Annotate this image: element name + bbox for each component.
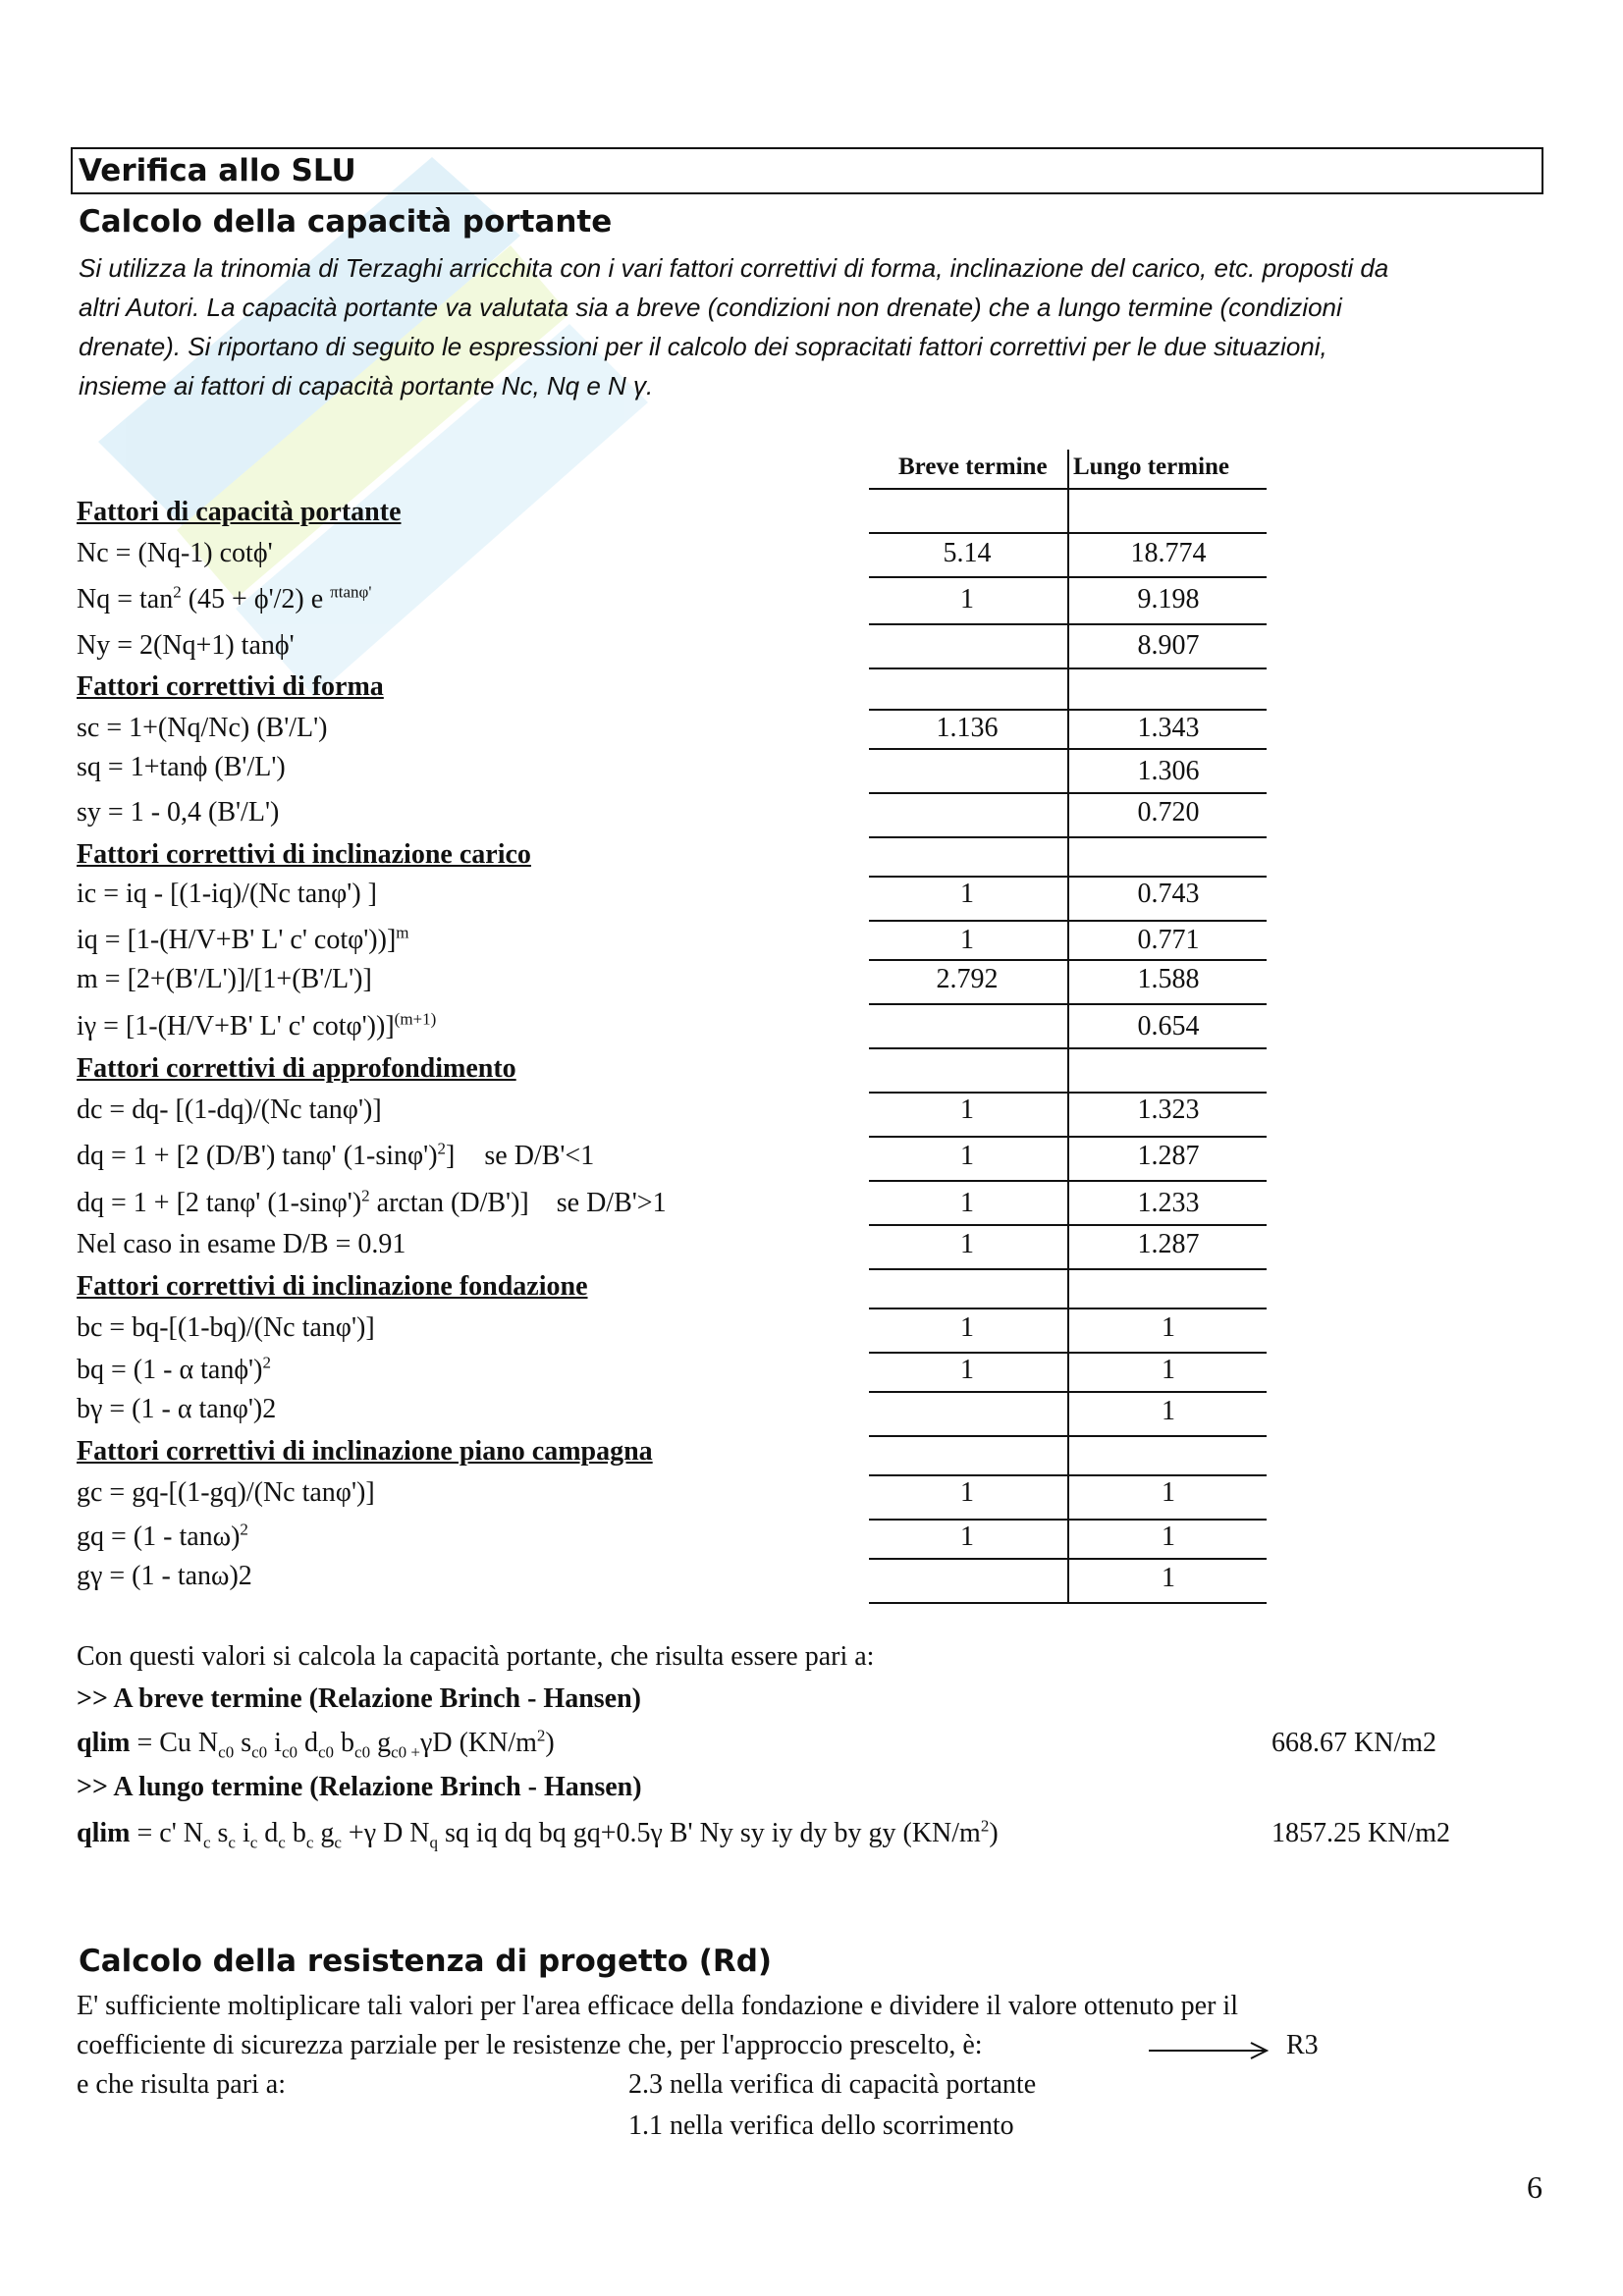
- breve-heading: >> A breve termine (Relazione Brinch - Hansen): [77, 1683, 641, 1714]
- row-value-bq-breve: 1: [960, 1355, 974, 1385]
- table-line: [869, 1519, 1267, 1521]
- row-value-nc-breve: 5.14: [943, 538, 992, 568]
- header-divider: [1067, 450, 1069, 491]
- table-line: [869, 876, 1267, 878]
- row-value-gc-lungo: 1: [1162, 1477, 1175, 1508]
- row-label-m: m = [2+(B'/L')]/[1+(B'/L')]: [77, 964, 372, 994]
- row-value-bc-lungo: 1: [1162, 1312, 1175, 1343]
- row-label-sq: sq = 1+tanϕ (B'/L'): [77, 752, 286, 782]
- row-label-bgamma: bγ = (1 - α tanφ')2: [77, 1394, 277, 1424]
- table-line: [869, 1352, 1267, 1354]
- table-line: [869, 1268, 1267, 1270]
- intro-line-4: insieme ai fattori di capacità portante Nc, Nq e N γ.: [79, 371, 654, 400]
- row-value-ic-breve: 1: [960, 879, 974, 909]
- row-value-dc-breve: 1: [960, 1095, 974, 1125]
- table-line: [869, 1003, 1267, 1005]
- row-value-ic-lungo: 0.743: [1137, 879, 1200, 909]
- row-label-bc: bc = bq-[(1-bq)/(Nc tanφ')]: [77, 1312, 375, 1343]
- row-value-gq-lungo: 1: [1162, 1522, 1175, 1552]
- row-value-bc-breve: 1: [960, 1312, 974, 1343]
- table-line: [869, 1602, 1267, 1604]
- row-value-m-breve: 2.792: [936, 964, 999, 994]
- intro-line-1: Si utilizza la trinomia di Terzaghi arricchita con i vari fattori correttivi di forma, inclinazione del carico, etc. proposti da: [79, 253, 1389, 283]
- row-label-gc: gc = gq-[(1-gq)/(Nc tanφ')]: [77, 1477, 375, 1508]
- rd-line-3: e che risulta pari a:: [77, 2069, 287, 2100]
- section-heading-piano-campagna: Fattori correttivi di inclinazione piano campagna: [77, 1436, 653, 1467]
- row-value-m-lungo: 1.588: [1137, 964, 1200, 994]
- table-line: [869, 1308, 1267, 1309]
- rd-line-2: coefficiente di sicurezza parziale per le resistenze che, per l'approccio prescelto, è:: [77, 2030, 983, 2060]
- column-header-lungo: Lungo termine: [1073, 454, 1230, 480]
- row-value-dq1-breve: 1: [960, 1141, 974, 1171]
- row-value-iq-lungo: 0.771: [1137, 925, 1200, 955]
- row-value-sc-lungo: 1.343: [1137, 713, 1200, 743]
- rd-section-title: Calcolo della resistenza di progetto (Rd): [79, 1944, 773, 1979]
- row-value-caso-lungo: 1.287: [1137, 1229, 1200, 1259]
- section-heading-forma: Fattori correttivi di forma: [77, 671, 384, 702]
- table-line: [869, 748, 1267, 750]
- row-label-ic: ic = iq - [(1-iq)/(Nc tanφ') ]: [77, 879, 377, 909]
- row-value-dq2-breve: 1: [960, 1188, 974, 1218]
- table-line: [869, 1136, 1267, 1138]
- row-value-gq-breve: 1: [960, 1522, 974, 1552]
- intro-line-3: drenate). Si riportano di seguito le espressioni per il calcolo dei sopracitati fattori correttivi per le due situazioni,: [79, 332, 1327, 361]
- table-line: [869, 959, 1267, 961]
- row-value-sc-breve: 1.136: [936, 713, 999, 743]
- page-number: 6: [1527, 2169, 1542, 2205]
- results-intro: Con questi valori si calcola la capacità portante, che risulta essere pari a:: [77, 1641, 875, 1672]
- row-label-igamma: iγ = [1-(H/V+B' L' c' cotφ'))]$^{(m+1)}$: [77, 1009, 437, 1041]
- row-value-iq-breve: 1: [960, 925, 974, 955]
- table-line: [869, 1474, 1267, 1476]
- section-heading-inclinazione-carico: Fattori correttivi di inclinazione carico: [77, 839, 531, 870]
- table-line: [869, 920, 1267, 922]
- lungo-qlim-value: 1857.25 KN/m2: [1271, 1818, 1450, 1848]
- row-value-igamma-lungo: 0.654: [1137, 1011, 1200, 1041]
- row-label-sy: sy = 1 - 0,4 (B'/L'): [77, 797, 280, 828]
- row-label-dq1: dq = 1 + [2 (D/B') tanφ' $(1-\sin\varphi')^2$] se D/B'<1: [77, 1139, 595, 1171]
- row-value-sq-lungo: 1.306: [1137, 756, 1200, 786]
- table-line: [869, 836, 1267, 838]
- row-label-dq2: dq = 1 + [2 tanφ' $(1-\sin\varphi')^2$ arctan (D/B')] se D/B'>1: [77, 1186, 667, 1218]
- row-label-bq: bq = (1 - α tanϕ')$^2$: [77, 1353, 271, 1385]
- breve-formula: qlim = Cu $N_{c0}$ $s_{c0}$ $i_{c0}$ $d_{c0}$ $b_{c0}$ $g_{c0}$ $_+$γD $(KN/m^2)$: [77, 1726, 555, 1762]
- row-value-ggamma-lungo: 1: [1162, 1563, 1175, 1593]
- row-label-caso: Nel caso in esame D/B = 0.91: [77, 1229, 406, 1259]
- lungo-heading: >> A lungo termine (Relazione Brinch - Hansen): [77, 1772, 642, 1802]
- row-value-nc-lungo: 18.774: [1130, 538, 1207, 568]
- intro-line-2: altri Autori. La capacità portante va valutata sia a breve (condizioni non drenate) che a lungo termine (condizioni: [79, 293, 1342, 322]
- lungo-formula: qlim = c' $N_c$ $s_c$ $i_c$ $d_c$ $b_c$ $g_c +\gamma$ D $N_q$ sq iq dq bq gq+0.5γ B' Ny sy iy dy by gy $(KN/m^2)$: [77, 1816, 999, 1852]
- table-line: [869, 1391, 1267, 1393]
- table-line: [869, 1047, 1267, 1049]
- arrow-right-icon: [1149, 2040, 1271, 2061]
- table-line: [869, 532, 1267, 534]
- breve-qlim-value: 668.67 KN/m2: [1271, 1728, 1436, 1758]
- rd-approach-value: R3: [1286, 2030, 1319, 2060]
- rd-line-1: E' sufficiente moltiplicare tali valori per l'area efficace della fondazione e dividere il valore ottenuto per il: [77, 1991, 1238, 2021]
- column-header-breve: Breve termine: [898, 454, 1048, 480]
- section-heading-approfondimento: Fattori correttivi di approfondimento: [77, 1053, 516, 1084]
- row-value-dq2-lungo: 1.233: [1137, 1188, 1200, 1218]
- table-line: [869, 1558, 1267, 1560]
- row-label-ggamma: gγ = (1 - tanω)2: [77, 1561, 252, 1591]
- table-line: [869, 667, 1267, 669]
- row-value-sy-lungo: 0.720: [1137, 797, 1200, 828]
- table-line: [869, 1180, 1267, 1182]
- gamma-r-scorrimento: 1.1 nella verifica dello scorrimento: [628, 2110, 1014, 2141]
- subsection-title: Calcolo della capacità portante: [79, 204, 613, 240]
- row-label-ny: Ny = 2(Nq+1) tanϕ': [77, 630, 295, 661]
- table-line: [869, 709, 1267, 711]
- section-heading-capacita: Fattori di capacità portante: [77, 497, 402, 527]
- row-label-dc: dc = dq- [(1-dq)/(Nc tanφ')]: [77, 1095, 382, 1125]
- row-value-nq-breve: 1: [960, 584, 974, 614]
- row-value-dc-lungo: 1.323: [1137, 1095, 1200, 1125]
- table-line: [869, 576, 1267, 578]
- row-label-nq: $Nq = \tan^2 (45 + \phi'/2)$ e $^{\pi tan\varphi'}$: [77, 582, 372, 614]
- section-heading-inclinazione-fondazione: Fattori correttivi di inclinazione fondazione: [77, 1271, 588, 1302]
- row-value-nq-lungo: 9.198: [1137, 584, 1200, 614]
- gamma-r-capacita: 2.3 nella verifica di capacità portante: [628, 2069, 1037, 2100]
- row-value-bgamma-lungo: 1: [1162, 1396, 1175, 1426]
- row-value-caso-breve: 1: [960, 1229, 974, 1259]
- row-value-ny-lungo: 8.907: [1137, 630, 1200, 661]
- table-line: [869, 623, 1267, 625]
- row-label-iq: iq = [1-(H/V+B' L' c' cotφ'))]$^m$: [77, 923, 409, 955]
- table-line: [869, 1224, 1267, 1226]
- row-label-gq: gq = (1 - tanω)$^2$: [77, 1520, 248, 1552]
- row-label-nc: Nc = (Nq-1) cotϕ': [77, 538, 273, 568]
- table-line: [869, 792, 1267, 794]
- row-value-bq-lungo: 1: [1162, 1355, 1175, 1385]
- row-value-gc-breve: 1: [960, 1477, 974, 1508]
- table-line: [869, 1435, 1267, 1437]
- row-label-sc: sc = 1+(Nq/Nc) (B'/L'): [77, 713, 328, 743]
- row-value-dq1-lungo: 1.287: [1137, 1141, 1200, 1171]
- section-title: Verifica allo SLU: [79, 153, 356, 188]
- table-line: [869, 1092, 1267, 1094]
